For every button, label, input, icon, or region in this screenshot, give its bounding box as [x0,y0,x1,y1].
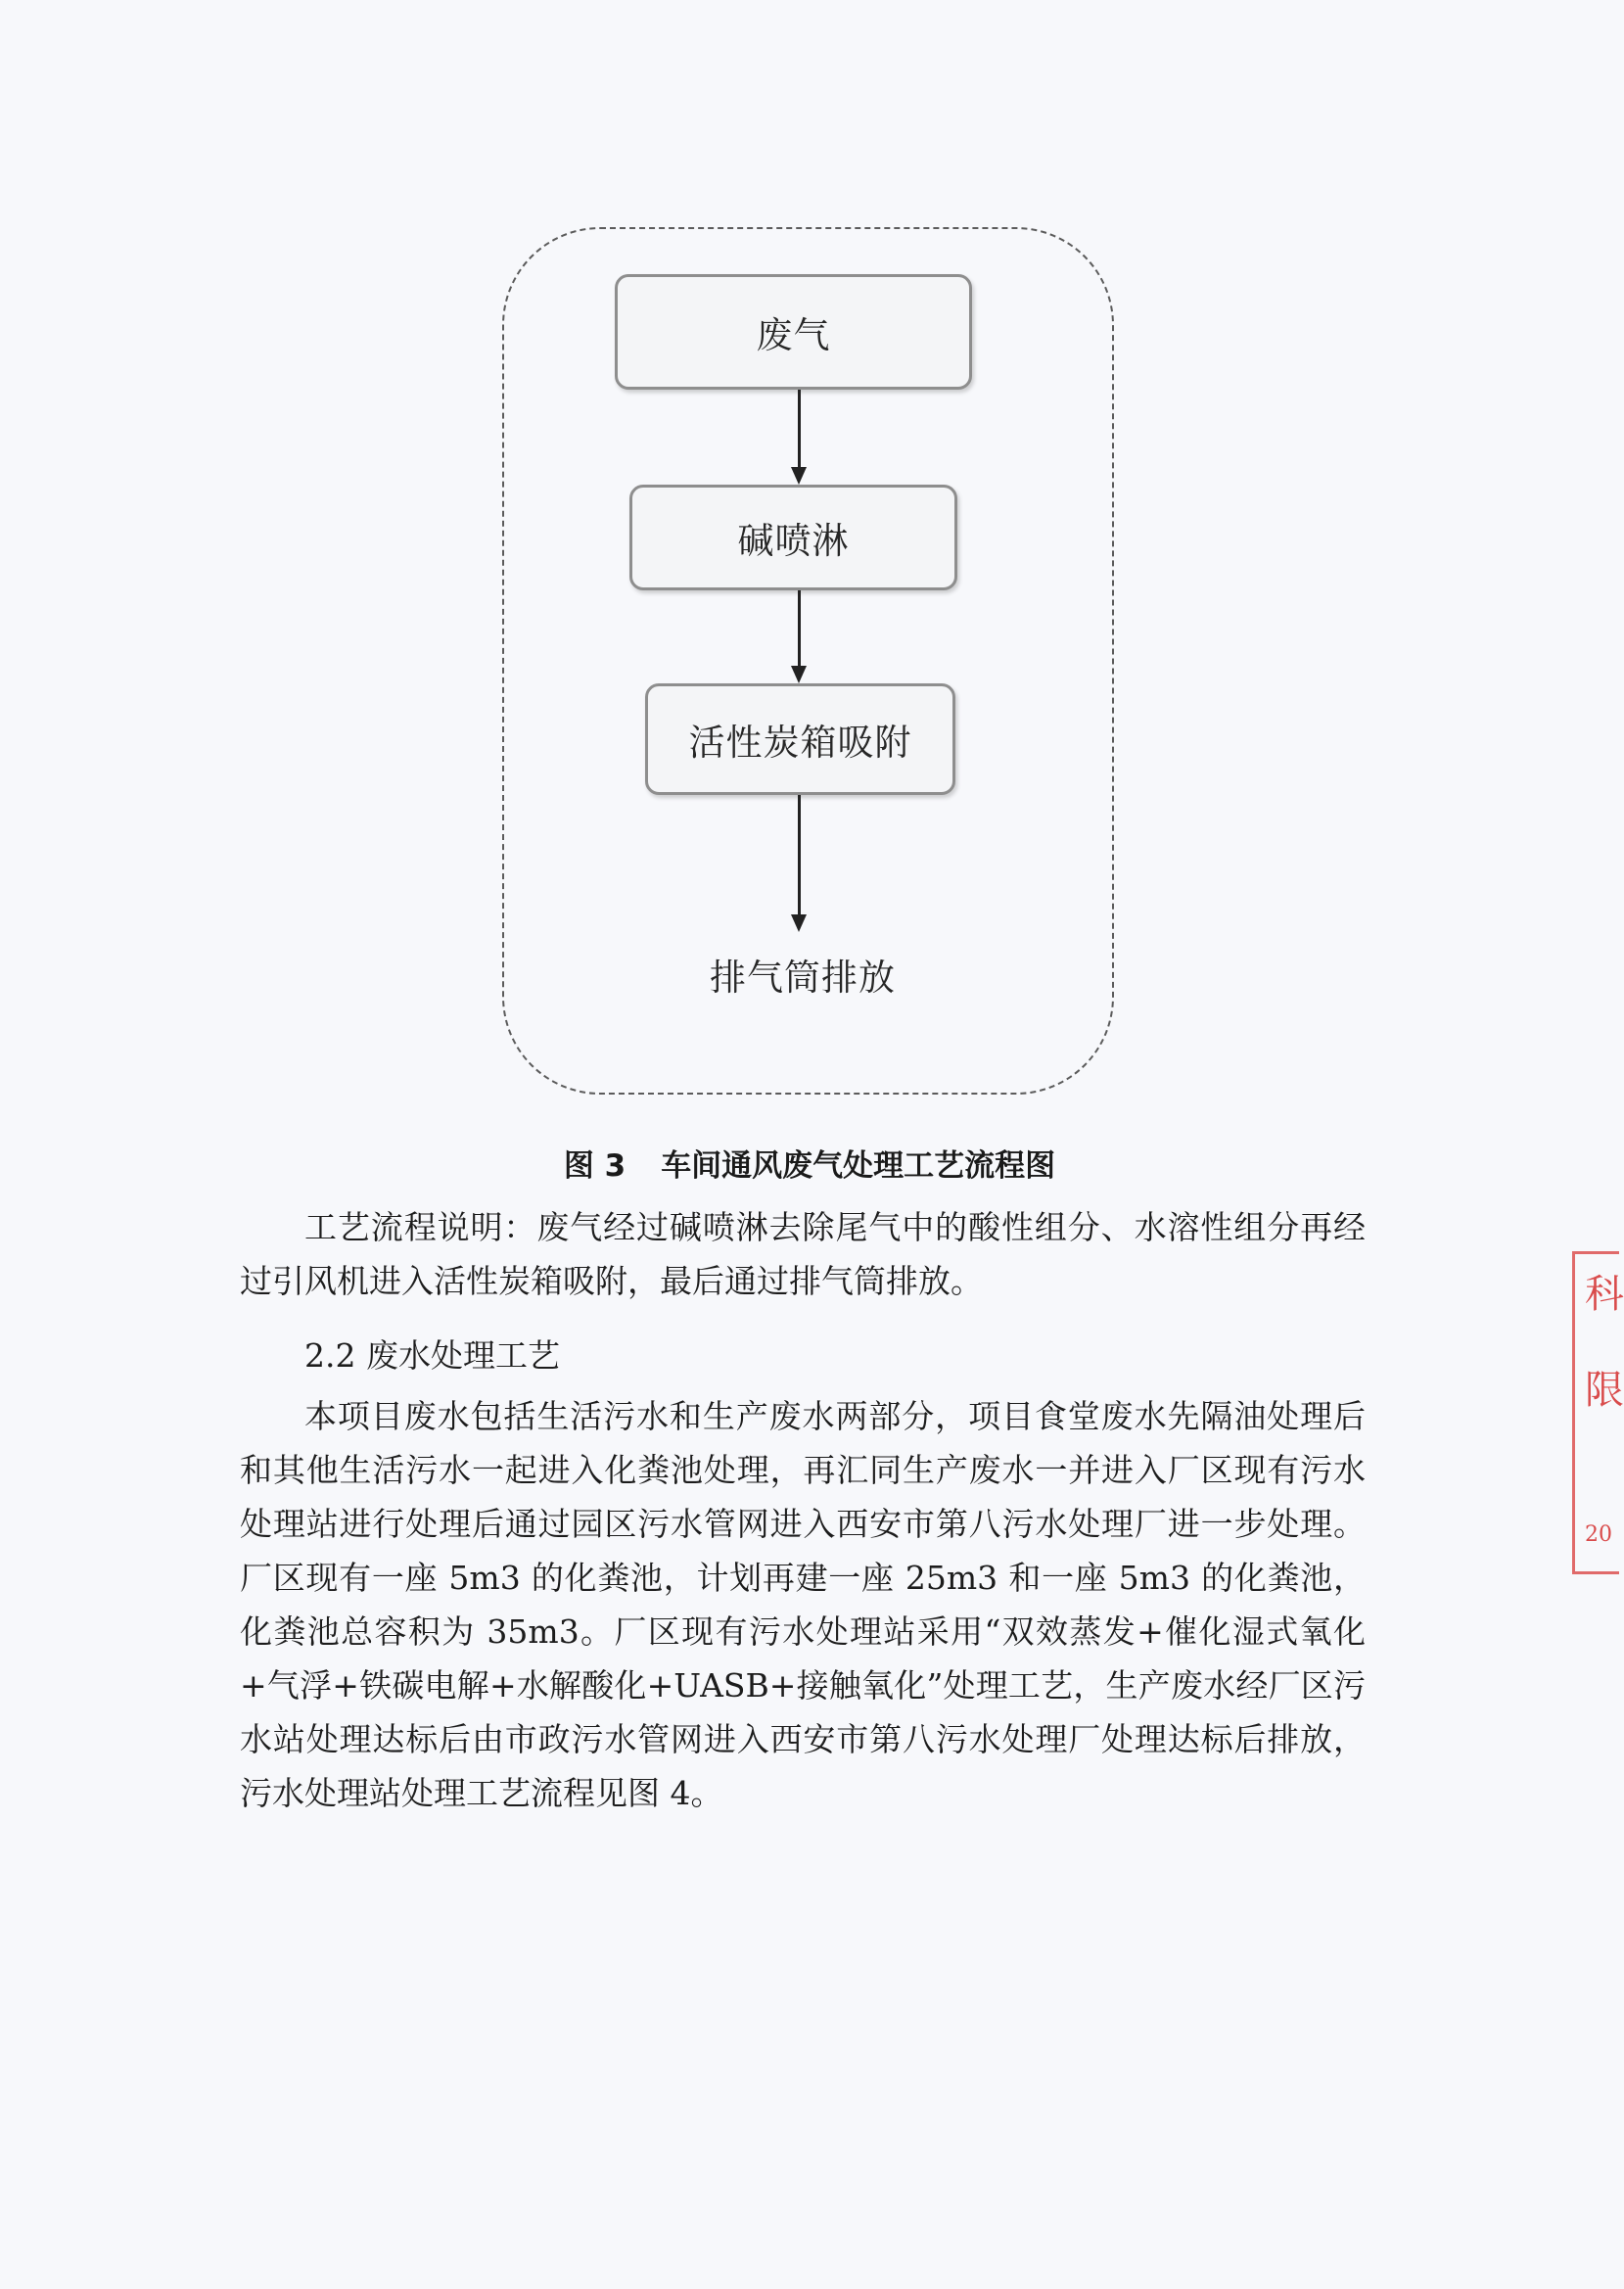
flow-step-stack-discharge: 排气筒排放 [710,957,896,999]
flow-arrow-1 [791,390,807,485]
seal-stamp-char-1: 科 [1585,1272,1624,1317]
seal-stamp-char-3: 20 [1585,1522,1612,1547]
figure-caption [0,1141,1619,1185]
flow-step-exhaust-gas: 废气 [615,274,972,390]
process-description-paragraph: 工艺流程说明：废气经过碱喷淋去除尾气中的酸性组分、水溶性组分再经过引风机进入活性炭箱吸附，最后通过排气筒排放。 [240,1208,1366,1300]
section-heading: 2.2 废水处理工艺 [304,1336,560,1375]
figure-title: 车间通风废气处理工艺流程图 [661,1148,1056,1184]
flow-step-alkali-spray: 碱喷淋 [629,485,957,590]
flow-arrow-3 [791,795,807,932]
flow-step-activated-carbon: 活性炭箱吸附 [645,683,955,795]
flow-arrow-2 [791,590,807,683]
figure-number: 图 3 [563,1148,626,1184]
wastewater-paragraph: 本项目废水包括生活污水和生产废水两部分，项目食堂废水先隔油处理后和其他生活污水一起进入化粪池处理，再汇同生产废水一并进入厂区现有污水处理站进行处理后通过园区污水管网进入西安市第八污水处理厂进一步处理。厂区现有一座 5m3 的化粪池，计划再建一座 25m3 和一座 5m3 的化粪池，化粪池总容积为 35m3。厂区现有污水处理站采用“双效蒸发+催化湿式氧化+气浮+铁碳电解+水解酸化+UASB+接触氧化”处理工艺，生产废水经厂区污水站处理达标后由市政污水管网进入西安市第八污水处理厂处理达标后排放，污水处理站处理工艺流程见图 4。 [240,1397,1366,1812]
seal-stamp-char-2: 限 [1585,1368,1624,1413]
